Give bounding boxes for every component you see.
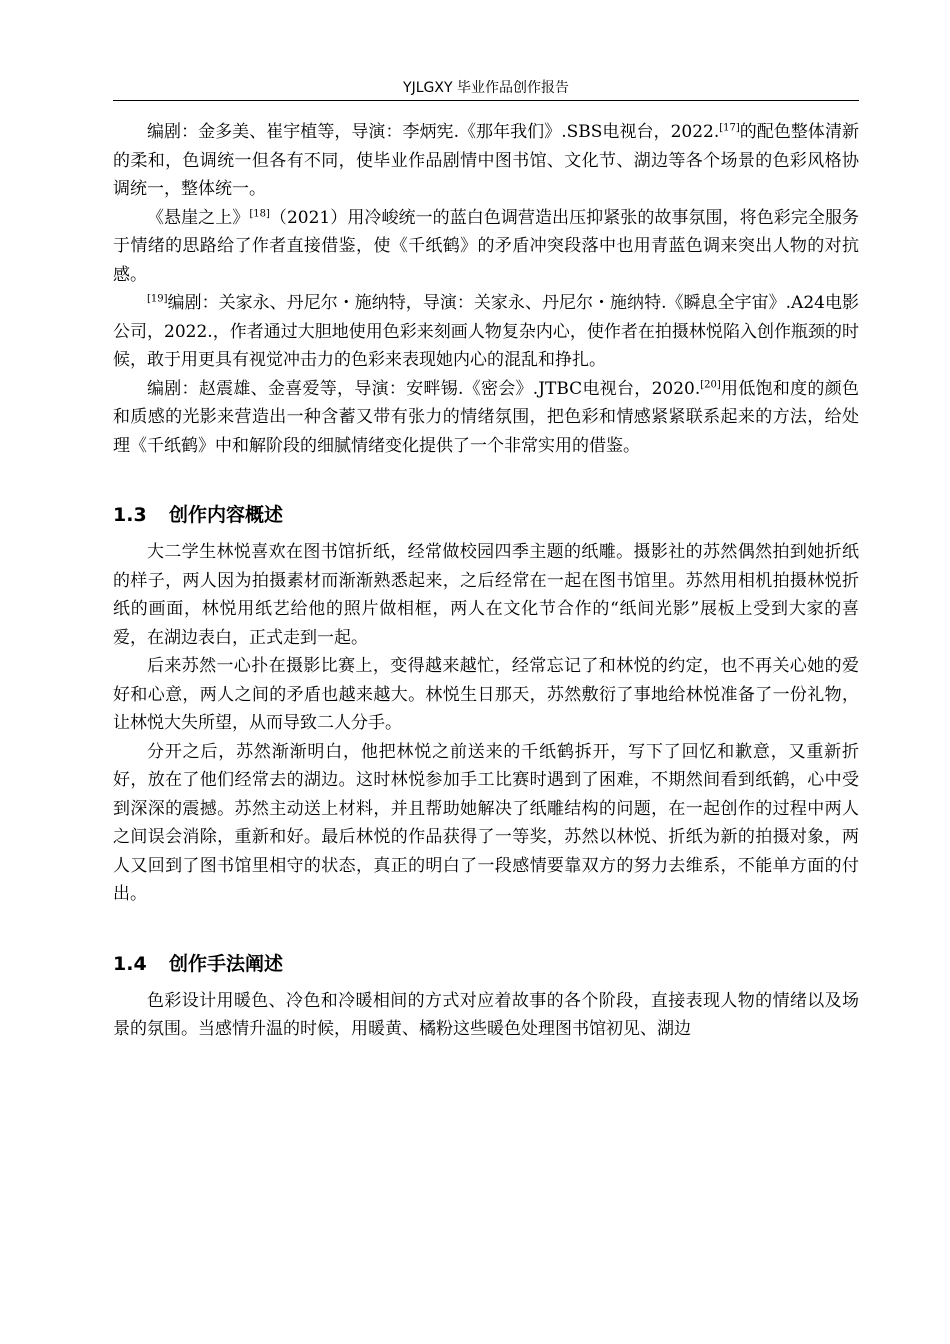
paragraph-text: 编剧：金多美、崔宇植等，导演：李炳宪.《那年我们》.SBS电视台，2022. xyxy=(147,122,720,142)
citation-marker: [18] xyxy=(249,207,270,219)
section-title: 创作手法阐述 xyxy=(169,952,284,975)
paragraph-reference-18 xyxy=(113,204,859,290)
header-rule xyxy=(113,100,859,101)
document-body xyxy=(113,118,859,1044)
section-number: 1.4 xyxy=(113,952,147,975)
section-heading-1-3 xyxy=(113,501,859,529)
paragraph-reference-19 xyxy=(113,289,859,375)
citation-marker: [19] xyxy=(147,293,168,305)
citation-marker: [20] xyxy=(700,378,721,390)
section-title: 创作内容概述 xyxy=(169,504,284,526)
paragraph-reference-20 xyxy=(113,375,859,461)
paragraph: 后来苏然一心扑在摄影比赛上，变得越来越忙，经常忘记了和林悦的约定，也不再关心她的爱好和心意，两人之间的矛盾也越来越大。林悦生日那天，苏然敷衍了事地给林悦准备了一份礼物，让林悦大失所望，从而导致二人分手。 xyxy=(113,656,859,733)
paragraph-text: 用低饱和度的颜色和质感的光影来营造出一种含蓄又带有张力的情绪氛围，把色彩和情感紧紧联系起来的方法，给处理《千纸鹤》中和解阶段的细腻情绪变化提供了一个非常实用的借鉴。 xyxy=(113,378,859,456)
paragraph-text: 的配色整体清新的柔和，色调统一但各有不同，使毕业作品剧情中图书馆、文化节、湖边等各个场景的色彩风格协调统一，整体统一。 xyxy=(113,122,859,199)
paragraph: 色彩设计用暖色、冷色和冷暖相间的方式对应着故事的各个阶段，直接表现人物的情绪以及场景的氛围。当感情升温的时候，用暖黄、橘粉这些暖色处理图书馆初见、湖边 xyxy=(113,990,859,1039)
paragraph-reference-17 xyxy=(113,118,859,204)
paragraph-text: 编剧：关家永、丹尼尔・施纳特，导演：关家永、丹尼尔・施纳特.《瞬息全宇宙》.A24电影公司，2022.，作者通过大胆地使用色彩来刻画人物复杂内心，使作者在拍摄林悦陷入创作瓶颈的时候，敢于用更具有视觉冲击力的色彩来表现她内心的混乱和挣扎。 xyxy=(113,293,859,370)
section-heading-1-4 xyxy=(113,950,859,978)
paragraph-text: 《悬崖之上》 xyxy=(147,207,250,228)
citation-marker: [17] xyxy=(719,122,740,134)
paragraph-text: （2021）用冷峻统一的蓝白色调营造出压抑紧张的故事氛围，将色彩完全服务于情绪的思路给了作者直接借鉴，使《千纸鹤》的矛盾冲突段落中也用青蓝色调来突出人物的对抗感。 xyxy=(113,207,860,285)
section-number: 1.3 xyxy=(113,504,147,526)
paragraph: 大二学生林悦喜欢在图书馆折纸，经常做校园四季主题的纸雕。摄影社的苏然偶然拍到她折纸的样子，两人因为拍摄素材而渐渐熟悉起来，之后经常在一起在图书馆里。苏然用相机拍摄林悦折纸的画面，林悦用纸艺给他的照片做相框，两人在文化节合作的“纸间光影”展板上受到大家的喜爱，在湖边表白，正式走到一起。 xyxy=(113,542,859,648)
paragraph: 分开之后，苏然渐渐明白，他把林悦之前送来的千纸鹤拆开，写下了回忆和歉意，又重新折好，放在了他们经常去的湖边。这时林悦参加手工比赛时遇到了困难，不期然间看到纸鹤，心中受到深深的震撼。苏然主动送上材料，并且帮助她解决了纸雕结构的问题，在一起创作的过程中两人之间误会消除，重新和好。最后林悦的作品获得了一等奖，苏然以林悦、折纸为新的拍摄对象，两人又回到了图书馆里相守的状态，真正的明白了一段感情要靠双方的努力去维系，不能单方面的付出。 xyxy=(113,741,859,904)
page-header: YJLGXY 毕业作品创作报告 xyxy=(403,80,569,96)
paragraph-text: 编剧：赵震雄、金喜爱等，导演：安畔锡.《密会》.JTBC电视台，2020. xyxy=(147,378,701,399)
